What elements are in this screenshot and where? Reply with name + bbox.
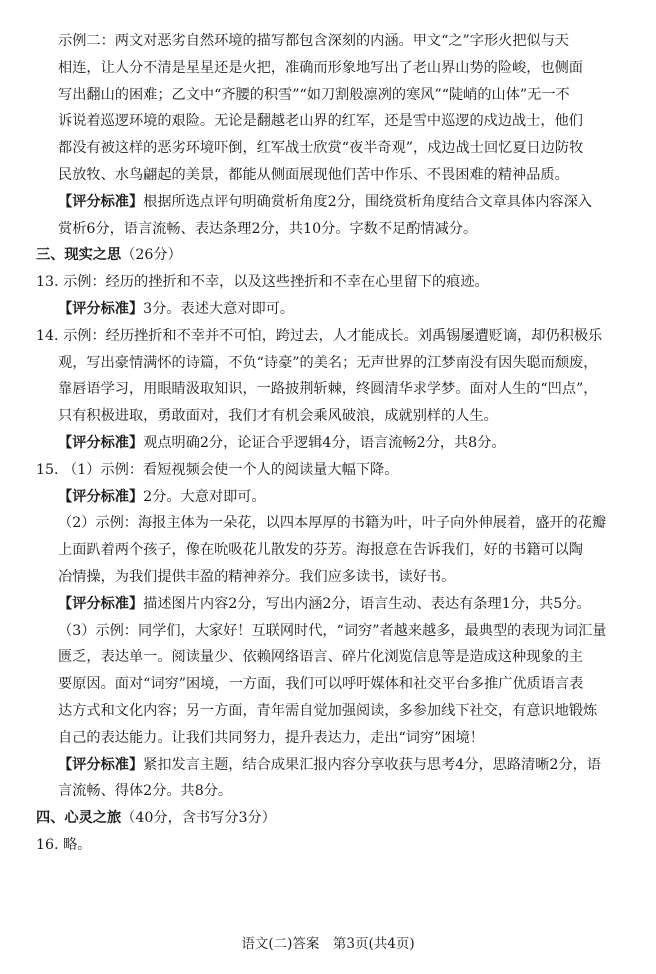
line-text: 靠唇语学习，用眼睛汲取知识，一路披荆斩棘，终圆清华求学梦。面对人生的“凹点”， <box>58 381 598 398</box>
line-text: 观，写出豪情满怀的诗篇，不负“诗豪”的美名；无声世界的江梦南没有因失聪而颓废， <box>58 354 598 371</box>
text-line <box>36 537 628 564</box>
line-text: 13. 示例：经历的挫折和不幸，以及这些挫折和不幸在心里留下的痕迹。 <box>36 274 489 291</box>
line-text: 达方式和文化内容；另一方面，青年需自觉加强阅读，多参加线下社交，有意识地锻炼 <box>58 702 598 719</box>
text-line <box>36 350 628 377</box>
line-text: 诉说着巡逻环境的艰险。无论是翻越老山界的红军，还是雪中巡逻的戍边战士，他们 <box>58 113 583 130</box>
line-text: （3）示例：同学们，大家好！互联网时代，“词穷”者越来越多，最典型的表现为词汇量 <box>58 622 607 639</box>
text-line <box>36 778 628 805</box>
section-heading <box>36 242 628 269</box>
text-line <box>36 430 628 457</box>
line-text: 14. 示例：经历挫折和不幸并不可怕，跨过去，人才能成长。刘禹锡屡遭贬谪，却仍积极乐 <box>36 327 603 344</box>
line-text: 描述图片内容2分，写出内涵2分，语言生动、表达有条理1分，共5分。 <box>143 595 591 612</box>
text-line <box>36 698 628 725</box>
text-line <box>36 28 628 55</box>
line-text: 民放牧、水鸟翩起的美景，都能从侧面展现他们苦中作乐、不畏困难的精神品质。 <box>58 166 569 183</box>
scoring-tag: 【评分标准】 <box>58 300 144 317</box>
text-line <box>36 403 628 430</box>
line-text: 只有积极进取，勇敢面对，我们才有机会乘风破浪，成就别样的人生。 <box>58 408 498 425</box>
text-line <box>36 457 628 484</box>
line-text: 都没有被这样的恶劣环境吓倒，红军战士欣赏“夜半奇观”，戍边战士回忆夏日边防牧 <box>58 140 584 157</box>
page-footer: 语文(二)答案 第3页(共4页) <box>241 936 415 952</box>
text-line <box>36 269 628 296</box>
scoring-tag: 【评分标准】 <box>58 434 144 451</box>
scoring-tag: 【评分标准】 <box>58 595 144 612</box>
section-heading <box>36 805 628 832</box>
line-text: 16. 略。 <box>36 836 92 853</box>
text-line <box>36 591 628 618</box>
answer-content <box>36 28 628 859</box>
line-text: 相连，让人分不清是星星还是火把，准确而形象地写出了老山界山势的险峻，也侧面 <box>58 59 583 76</box>
text-line <box>36 296 628 323</box>
text-line <box>36 752 628 779</box>
text-line <box>36 135 628 162</box>
text-line <box>36 323 628 350</box>
line-text: 匮乏，表达单一。阅读量少、依赖网络语言、碎片化浏览信息等是造成这种现象的主 <box>58 649 583 666</box>
text-line <box>36 671 628 698</box>
line-text: 上面趴着两个孩子，像在吮吸花儿散发的芬芳。海报意在告诉我们，好的书籍可以陶 <box>58 542 583 559</box>
scoring-tag: 【评分标准】 <box>58 488 144 505</box>
line-text: （40分，含书写分3分） <box>121 810 276 827</box>
scoring-tag: 【评分标准】 <box>58 756 144 773</box>
text-line <box>36 55 628 82</box>
text-line <box>36 644 628 671</box>
text-line <box>36 108 628 135</box>
section-title: 四、心灵之旅 <box>36 810 122 827</box>
line-text: （26分） <box>121 247 182 264</box>
line-text: 根据所选点评句明确赏析角度2分，围绕赏析角度结合文章具体内容深入 <box>143 193 592 210</box>
line-text: 3分。表述大意对即可。 <box>143 300 295 317</box>
scoring-tag: 【评分标准】 <box>58 193 144 210</box>
line-text: 冶情操，为我们提供丰盈的精神养分。我们应多读书，读好书。 <box>58 568 456 585</box>
line-text: 示例二：两文对恶劣自然环境的描写都包含深刻的内涵。甲文“之”字形火把似与天 <box>58 33 570 49</box>
line-text: 15. （1）示例：看短视频会使一个人的阅读量大幅下降。 <box>36 461 399 478</box>
text-line <box>36 162 628 189</box>
section-title: 三、现实之思 <box>36 247 122 264</box>
text-line <box>36 564 628 591</box>
text-line <box>36 725 628 752</box>
line-text: 言流畅、得体2分。共8分。 <box>58 783 233 800</box>
text-line <box>36 216 628 243</box>
line-text: 自己的表达能力。让我们共同努力，提升表达力，走出“词穷”困境！ <box>58 729 484 746</box>
text-line <box>36 484 628 511</box>
line-text: 写出翻山的困难；乙文中“齐腰的积雪”“如刀割般凛冽的寒风”“陡峭的山体”无一不 <box>58 86 570 103</box>
text-line <box>36 832 628 859</box>
text-line <box>36 82 628 109</box>
text-line <box>36 618 628 645</box>
line-text: 要原因。面对“词穷”困境，一方面，我们可以呼吁媒体和社交平台多推广优质语言表 <box>58 676 584 693</box>
line-text: （2）示例：海报主体为一朵花，以四本厚厚的书籍为叶，叶子向外伸展着，盛开的花瓣 <box>58 515 607 532</box>
line-text: 紧扣发言主题，结合成果汇报内容分享收获与思考4分，思路清晰2分，语 <box>143 756 602 773</box>
text-line <box>36 376 628 403</box>
line-text: 2分。大意对即可。 <box>143 488 266 505</box>
line-text: 赏析6分，语言流畅、表达条理2分，共10分。字数不足酌情减分。 <box>58 220 478 237</box>
text-line <box>36 510 628 537</box>
text-line <box>36 189 628 216</box>
line-text: 观点明确2分，论证合乎逻辑4分，语言流畅2分，共8分。 <box>143 434 506 451</box>
